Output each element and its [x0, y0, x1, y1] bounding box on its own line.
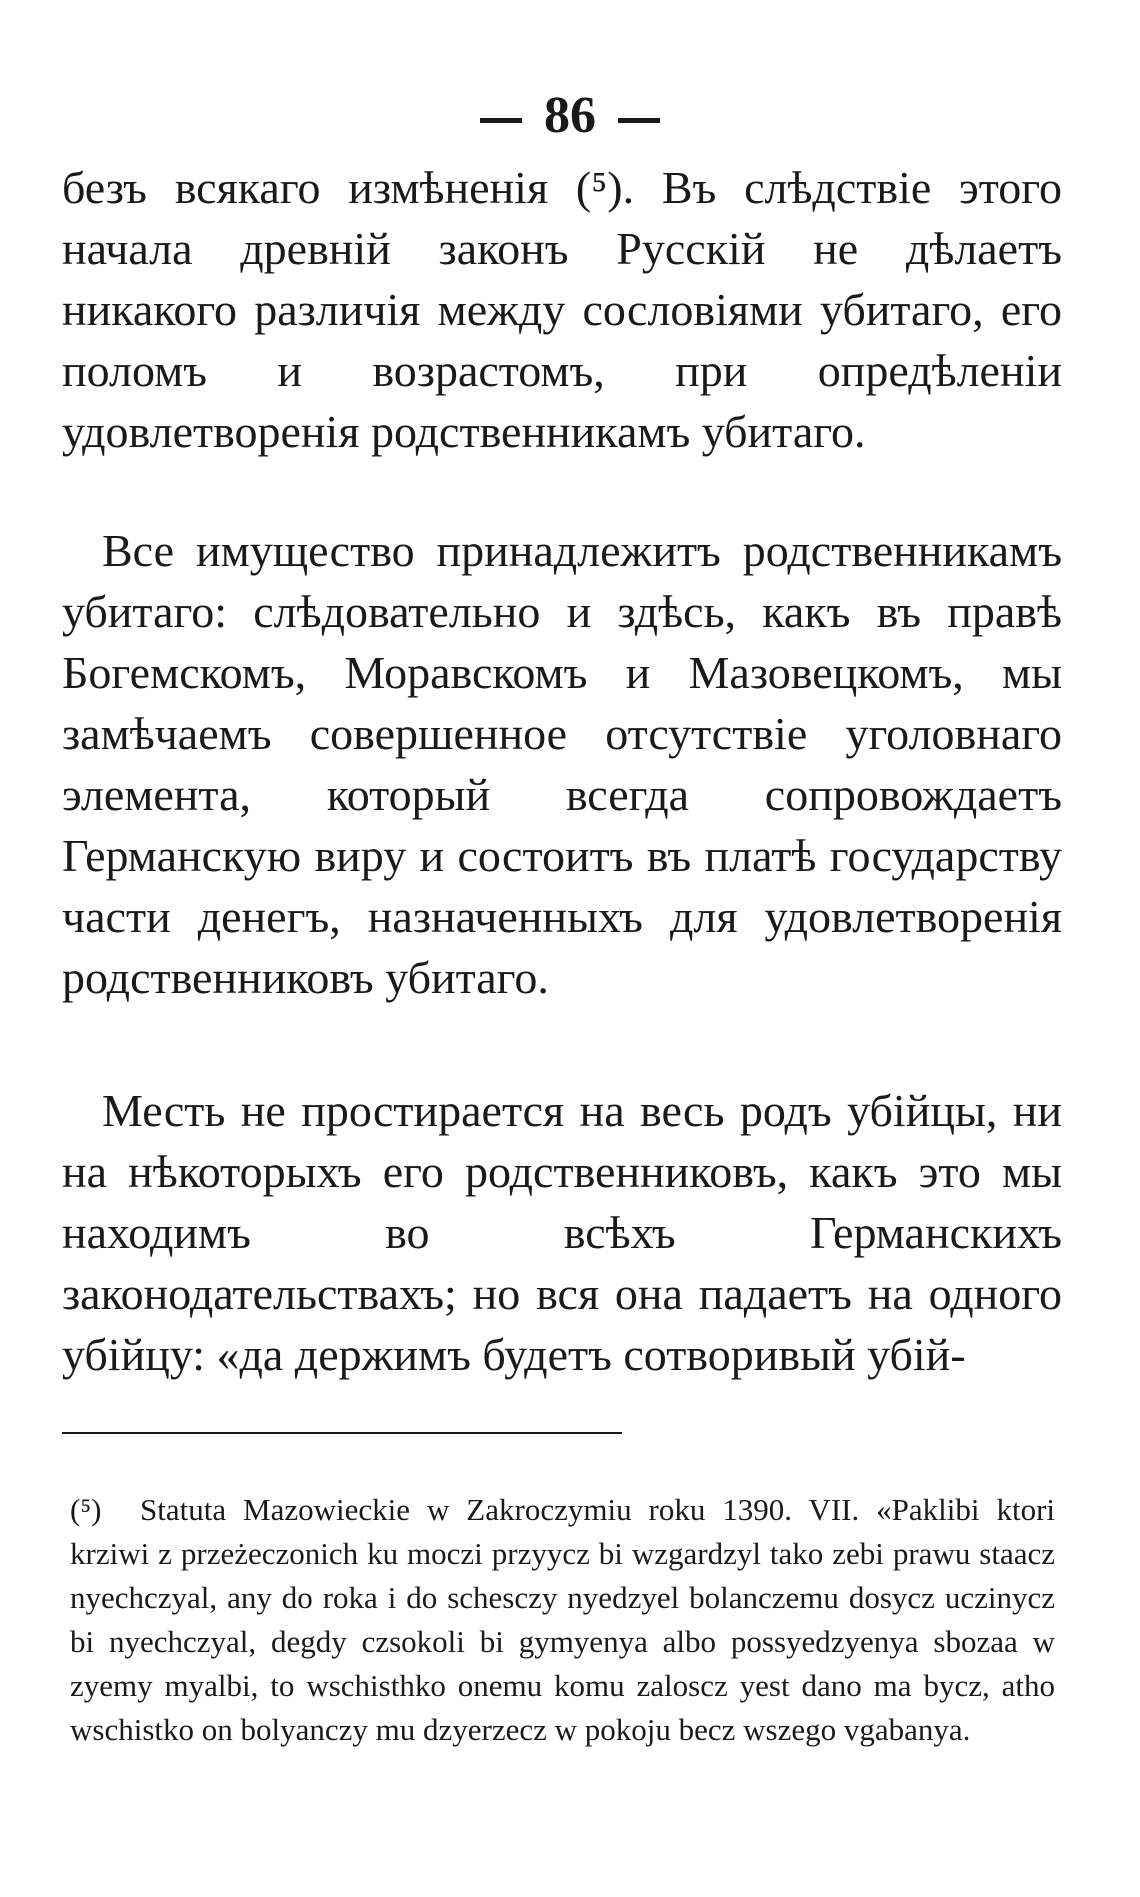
- footnote-text: Statuta Mazowieckie w Zakroczymiu roku 1390. VII. «Paklibi ktori krziwi z przeżeczonich ku moczi przyycz bi wzgardzyl tako zebi prawu staacz nyechczyal, any do roka i do schesczy nyedzyel bolanczemu dosycz uczinycz bi nyechczyal, degdy czsokoli bi gymyenya albo possyedzyenya sbozaa w zyemy myalbi, to wschisthko onemu komu zaloscz yest dano ma bycz, atho wschistko on bolyanczy mu dzyerzecz w pokoju becz wszego vgabanya.: [70, 1492, 1055, 1747]
- paragraph-text: Месть не простирается на весь родъ убійцы, ни на нѣкоторыхъ его родственниковъ, какъ это мы находимъ во всѣхъ Германскихъ законодательствахъ; но вся она падаетъ на одного убійцу: «да держимъ будетъ сотворивый убій-: [62, 1085, 1062, 1380]
- paragraph-1: [62, 157, 1062, 462]
- footnote: [70, 1488, 1055, 1752]
- paragraph-text: Все имущество принадлежитъ родственникамъ убитаго: слѣдовательно и здѣсь, какъ въ правѣ Богемскомъ, Моравскомъ и Мазовецкомъ, мы замѣчаемъ совершенное отсутствіе уголовнаго элемента, который всегда сопровождаетъ Германскую виру и состоитъ въ платѣ государству части денегъ, назначенныхъ для удовлетворенія родственниковъ убитаго.: [62, 525, 1062, 1003]
- page-number: 86: [544, 87, 596, 144]
- page-header: [0, 86, 1140, 146]
- paragraph-3: [62, 1080, 1062, 1385]
- header-dash-left: [480, 118, 522, 123]
- paragraph-2: [62, 520, 1062, 1008]
- header-dash-right: [618, 118, 660, 123]
- footnote-divider: [62, 1432, 622, 1434]
- paragraph-text: безъ всякаго измѣненія (⁵). Въ слѣдствіе этого начала древній законъ Русскій не дѣлаетъ никакого различія между сословіями убитаго, его поломъ и возрастомъ, при опредѣленіи удовлетворенія родственникамъ убитаго.: [62, 162, 1062, 457]
- footnote-marker: (⁵): [70, 1492, 102, 1527]
